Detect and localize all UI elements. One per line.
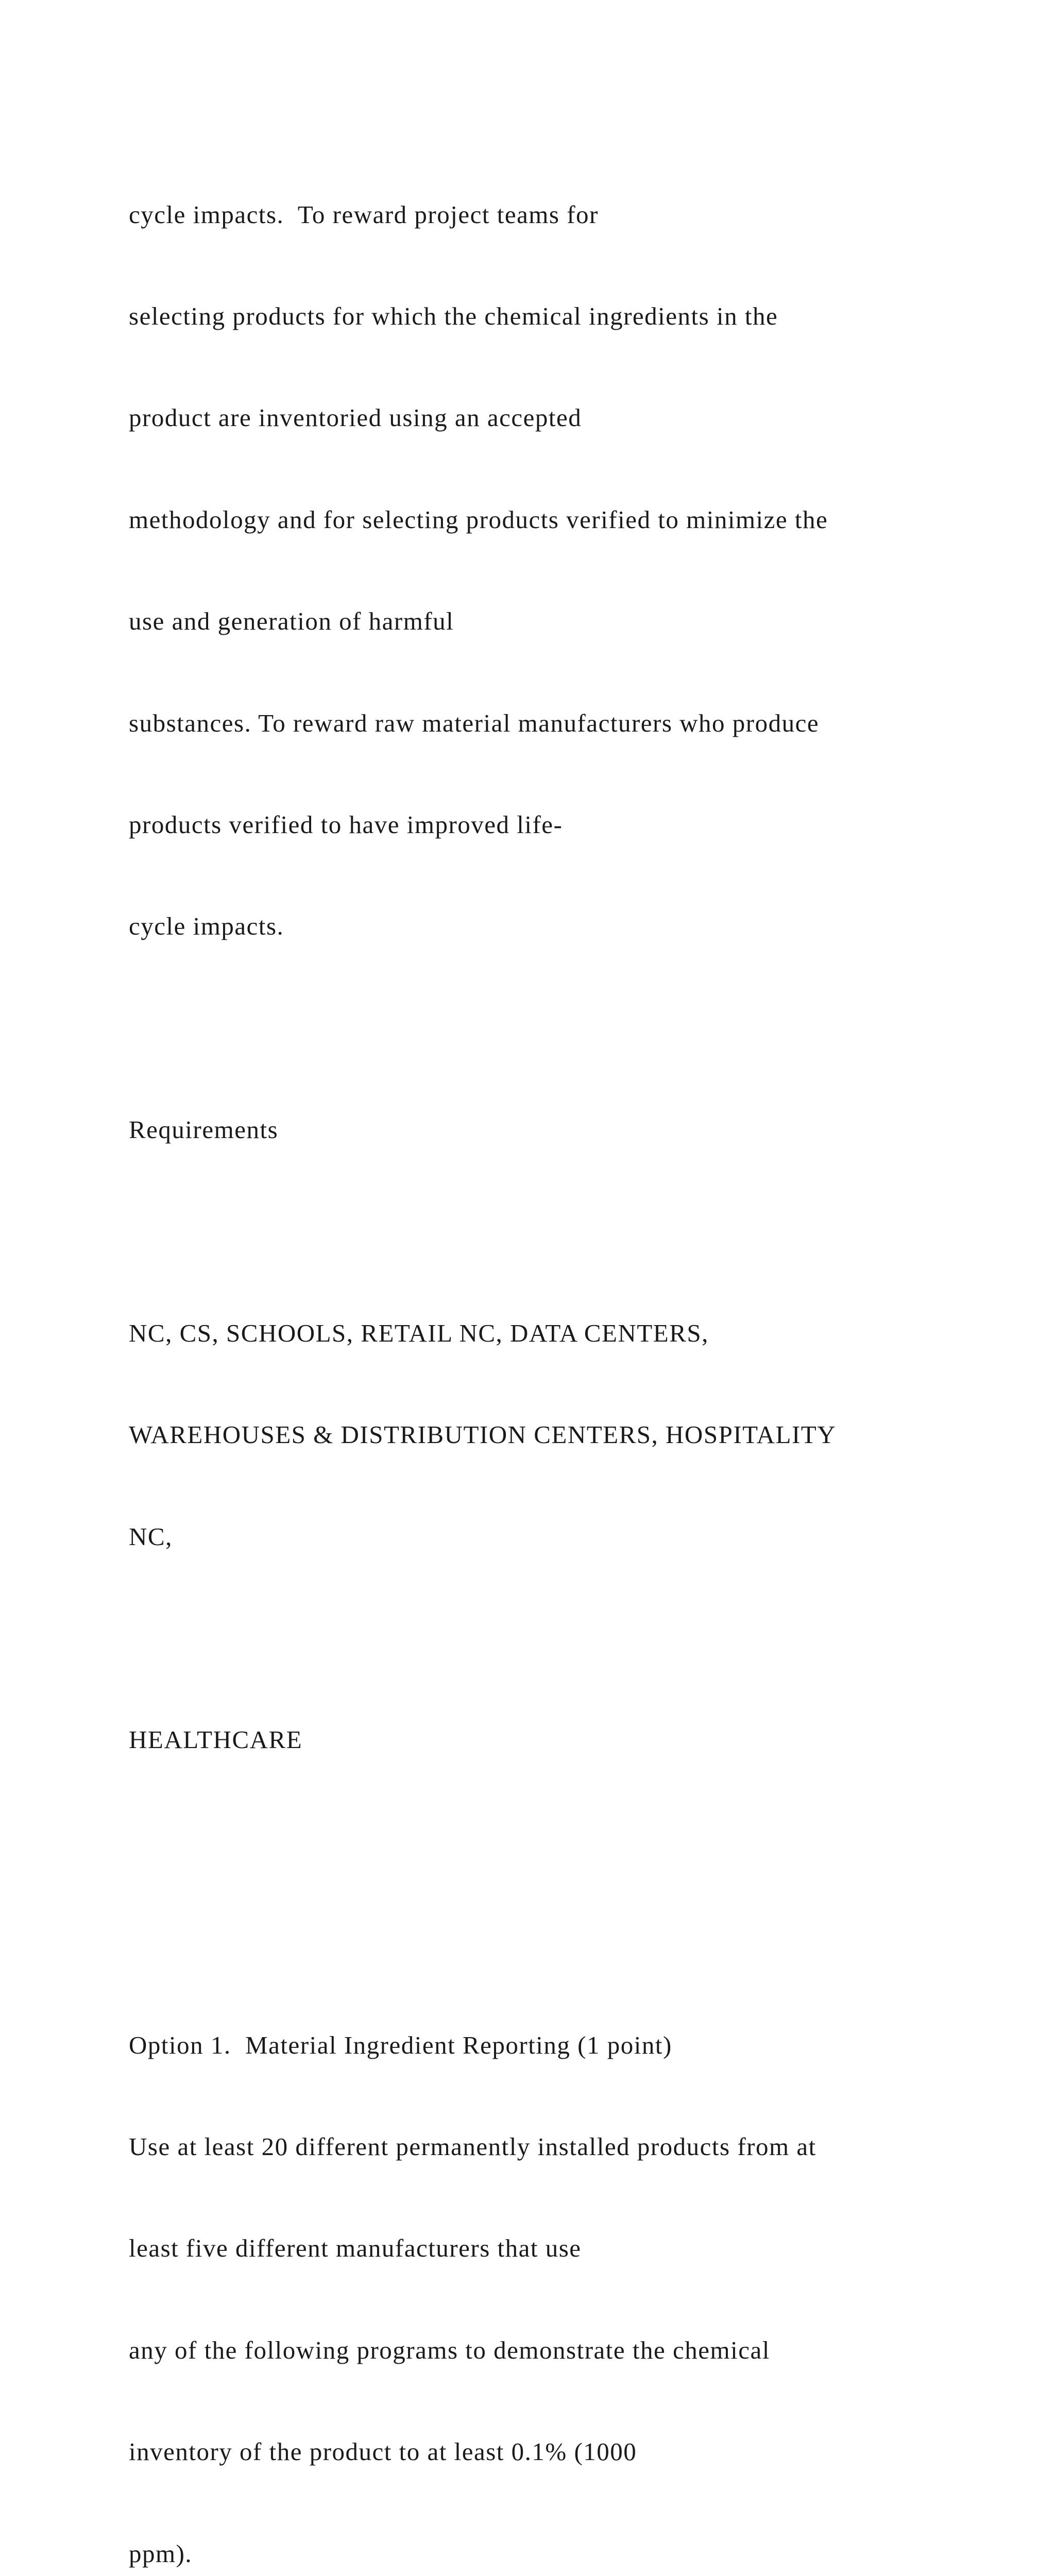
- text-line: WAREHOUSES & DISTRIBUTION CENTERS, HOSPITALITY: [129, 1420, 837, 1449]
- healthcare-heading: HEALTHCARE: [129, 1725, 303, 1754]
- text-line: cycle impacts.: [129, 912, 284, 941]
- spacer: [129, 1011, 984, 1045]
- spacer: [129, 1825, 984, 1859]
- text-line: product are inventoried using an accepted: [129, 403, 582, 432]
- spacer: [129, 1215, 984, 1249]
- text-line: ppm).: [129, 2539, 193, 2568]
- option-heading: Option 1. Material Ingredient Reporting (1 point): [129, 2030, 672, 2059]
- text-line: any of the following programs to demonstrate the chemical: [129, 2335, 770, 2364]
- text-line: products verified to have improved life-: [129, 810, 563, 839]
- text-line: NC,: [129, 1522, 173, 1551]
- text-line: substances. To reward raw material manufacturers who produce: [129, 708, 820, 737]
- text-line: cycle impacts. To reward project teams for: [129, 200, 599, 229]
- requirements-heading: Requirements: [129, 1115, 279, 1144]
- spacer: [129, 1621, 984, 1655]
- text-line: methodology and for selecting products verified to minimize the: [129, 505, 828, 534]
- document-body: [129, 130, 984, 2576]
- text-line: use and generation of harmful: [129, 607, 454, 636]
- text-line: selecting products for which the chemical ingredients in the: [129, 301, 778, 330]
- spacer: [129, 1926, 984, 1960]
- text-line: Use at least 20 different permanently installed products from at: [129, 2132, 816, 2161]
- text-line: least five different manufacturers that use: [129, 2234, 582, 2263]
- text-line: inventory of the product to at least 0.1% (1000: [129, 2437, 637, 2466]
- text-line: NC, CS, SCHOOLS, RETAIL NC, DATA CENTERS,: [129, 1318, 709, 1347]
